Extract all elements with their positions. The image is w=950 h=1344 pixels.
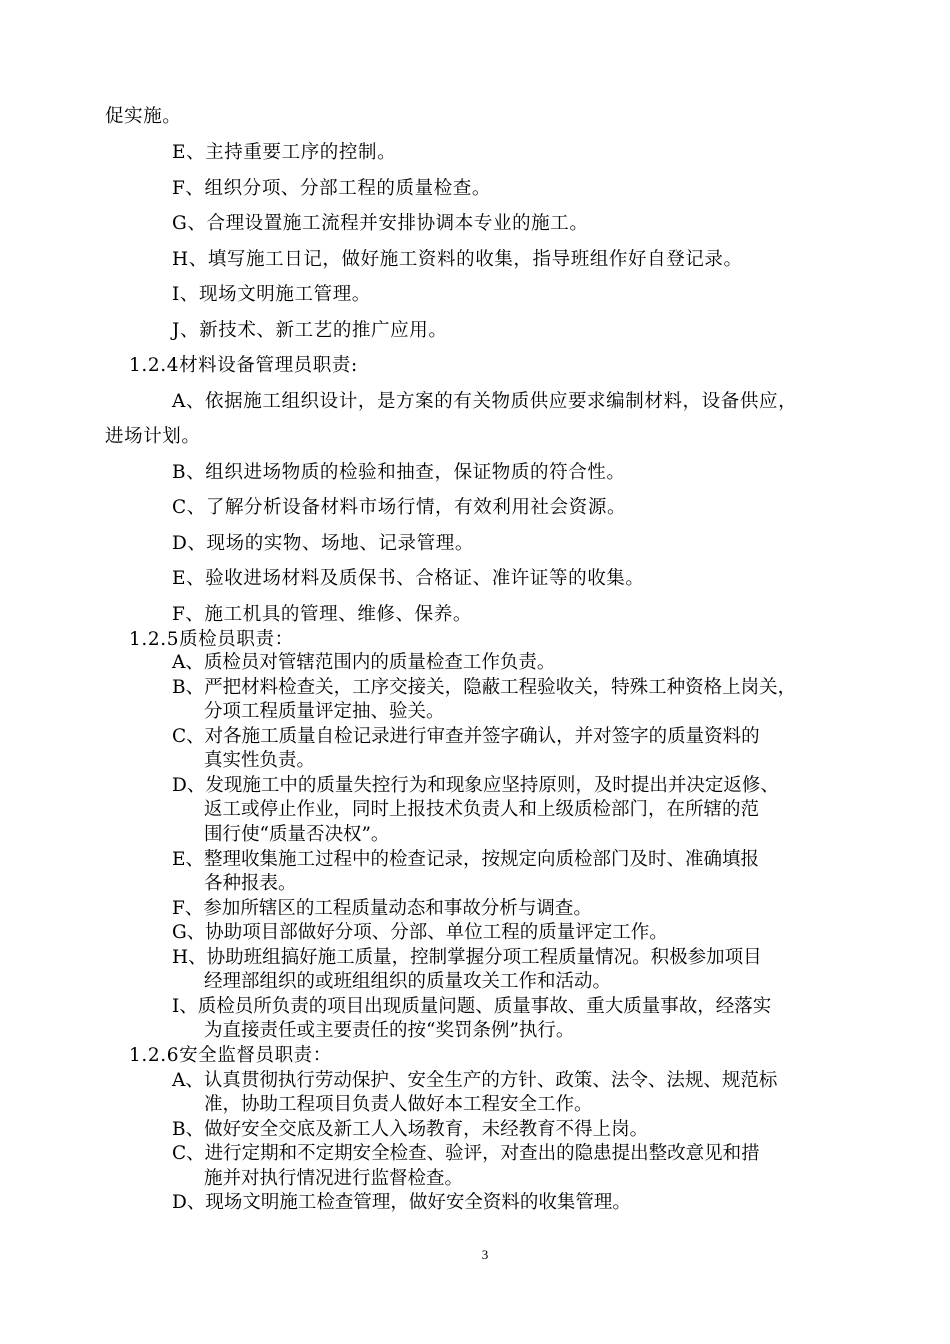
list-item: B、做好安全交底及新工人入场教育，未经教育不得上岗。 [172,1119,649,1140]
list-item: D、现场文明施工检查管理，做好安全资料的收集管理。 [172,1192,631,1213]
paragraph-continuation: 促实施。 [105,106,182,127]
list-item: B、严把材料检查关，工序交接关，隐蔽工程验收关，特殊工种资格上岗关， [172,677,797,698]
list-item: C、了解分析设备材料市场行情，有效利用社会资源。 [172,497,627,518]
list-item: D、现场的实物、场地、记录管理。 [172,533,474,554]
list-item-continuation: 施并对执行情况进行监督检查。 [204,1168,464,1189]
list-item: G、协助项目部做好分项、分部、单位工程的质量评定工作。 [172,922,668,943]
list-item: F、组织分项、分部工程的质量检查。 [172,178,492,199]
list-item: E、整理收集施工过程中的检查记录，按规定向质检部门及时、准确填报 [172,849,760,870]
page-number: 3 [481,1247,489,1262]
list-item-continuation: 围行使“质量否决权”。 [204,824,390,845]
list-item: F、施工机具的管理、维修、保养。 [172,604,472,625]
list-item: C、对各施工质量自检记录进行审查并签字确认，并对签字的质量资料的 [172,726,760,747]
list-item: I、质检员所负责的项目出现质量问题、质量事故、重大质量事故，经落实 [172,996,772,1017]
list-item: E、主持重要工序的控制。 [172,142,397,163]
section-heading: 1.2.4材料设备管理员职责: [129,355,358,376]
list-item: H、填写施工日记，做好施工资料的收集，指导班组作好自登记录。 [172,249,743,270]
list-item-continuation: 各种报表。 [204,873,297,894]
list-item: E、验收进场材料及质保书、合格证、准许证等的收集。 [172,568,645,589]
list-item: A、依据施工组织设计，是方案的有关物质供应要求编制材料，设备供应， [172,391,798,412]
list-item: F、参加所辖区的工程质量动态和事故分析与调查。 [172,898,592,919]
list-item-continuation: 经理部组织的或班组组织的质量攻关工作和活动。 [204,971,612,992]
list-item: J、新技术、新工艺的推广应用。 [172,320,448,341]
list-item-continuation: 真实性负责。 [204,750,316,771]
section-heading: 1.2.6安全监督员职责： [129,1045,332,1066]
list-item-continuation: 返工或停止作业，同时上报技术负责人和上级质检部门，在所辖的范 [204,799,760,820]
list-item-continuation: 分项工程质量评定抽、验关。 [204,701,445,722]
list-item: I、现场文明施工管理。 [172,284,371,305]
list-item: C、进行定期和不定期安全检查、验评，对查出的隐患提出整改意见和措 [172,1143,760,1164]
list-item: H、协助班组搞好施工质量，控制掌握分项工程质量情况。积极参加项目 [172,947,762,968]
list-item: B、组织进场物质的检验和抽查，保证物质的符合性。 [172,462,626,483]
list-item: A、认真贯彻执行劳动保护、安全生产的方针、政策、法令、法规、规范标 [172,1070,778,1091]
list-item-continuation: 为直接责任或主要责任的按“奖罚条例”执行。 [204,1020,575,1041]
list-item: G、合理设置施工流程并安排协调本专业的施工。 [172,213,589,234]
list-item: D、发现施工中的质量失控行为和现象应坚持原则，及时提出并决定返修、 [172,775,779,796]
list-item: A、质检员对管辖范围内的质量检查工作负责。 [172,652,556,673]
list-item-continuation: 进场计划。 [105,426,201,447]
section-heading: 1.2.5质检员职责： [129,629,294,650]
list-item-continuation: 准，协助工程项目负责人做好本工程安全工作。 [204,1094,593,1115]
